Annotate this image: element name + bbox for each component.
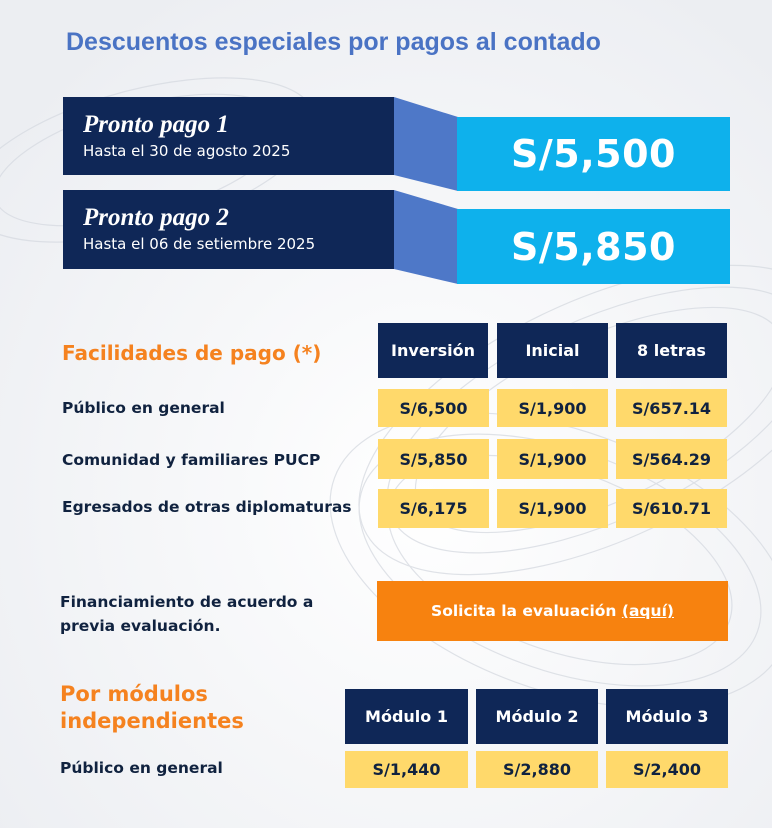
promo-price-1: S/5,500 (457, 117, 730, 191)
cell-publico-8-letras: S/657.14 (616, 389, 727, 427)
cell-modulo-1: S/1,440 (345, 751, 468, 788)
cell-egresados-inversion: S/6,175 (378, 489, 489, 528)
cell-egresados-8-letras: S/610.71 (616, 489, 727, 528)
cta-label: Solicita la evaluación (431, 602, 617, 620)
cell-modulo-2: S/2,880 (476, 751, 598, 788)
promo-price-2: S/5,850 (457, 209, 730, 284)
financiamiento-line-1: Financiamiento de acuerdo a (60, 593, 314, 611)
financiamiento-line-2: previa evaluación. (60, 617, 221, 635)
cta-link[interactable]: (aquí) (621, 602, 674, 620)
promo-date-1: Hasta el 30 de agosto 2025 (83, 142, 291, 160)
promo-name-1: Pronto pago 1 (83, 111, 229, 138)
cell-publico-inicial: S/1,900 (497, 389, 608, 427)
row-label-comunidad: Comunidad y familiares PUCP (62, 451, 321, 469)
modulos-row-label-publico: Público en general (60, 759, 223, 777)
cell-modulo-3: S/2,400 (606, 751, 728, 788)
cell-comunidad-inicial: S/1,900 (497, 439, 608, 479)
modulos-heading (60, 681, 244, 735)
col-header-inicial: Inicial (497, 323, 608, 378)
promo-connector-2 (394, 190, 458, 284)
financiamiento-text (60, 590, 313, 638)
promo-connector-1 (394, 97, 458, 191)
promo-name-2: Pronto pago 2 (83, 204, 229, 231)
col-header-inversion: Inversión (378, 323, 488, 378)
modulos-heading-line-2: independientes (60, 709, 244, 733)
col-header-modulo-2: Módulo 2 (476, 689, 598, 744)
cell-comunidad-inversion: S/5,850 (378, 439, 489, 479)
col-header-8-letras: 8 letras (616, 323, 727, 378)
promo-date-2: Hasta el 06 de setiembre 2025 (83, 235, 316, 253)
promo-label-2 (63, 190, 394, 269)
facilidades-heading: Facilidades de pago (*) (62, 341, 322, 365)
promo-label-1 (63, 97, 394, 175)
col-header-modulo-3: Módulo 3 (606, 689, 728, 744)
cell-publico-inversion: S/6,500 (378, 389, 489, 427)
solicita-evaluacion-button[interactable] (377, 581, 728, 641)
cell-egresados-inicial: S/1,900 (497, 489, 608, 528)
row-label-egresados: Egresados de otras diplomaturas (62, 498, 352, 516)
col-header-modulo-1: Módulo 1 (345, 689, 468, 744)
modulos-heading-line-1: Por módulos (60, 682, 208, 706)
page-title: Descuentos especiales por pagos al contado (66, 28, 601, 56)
cell-comunidad-8-letras: S/564.29 (616, 439, 727, 479)
row-label-publico: Público en general (62, 399, 225, 417)
